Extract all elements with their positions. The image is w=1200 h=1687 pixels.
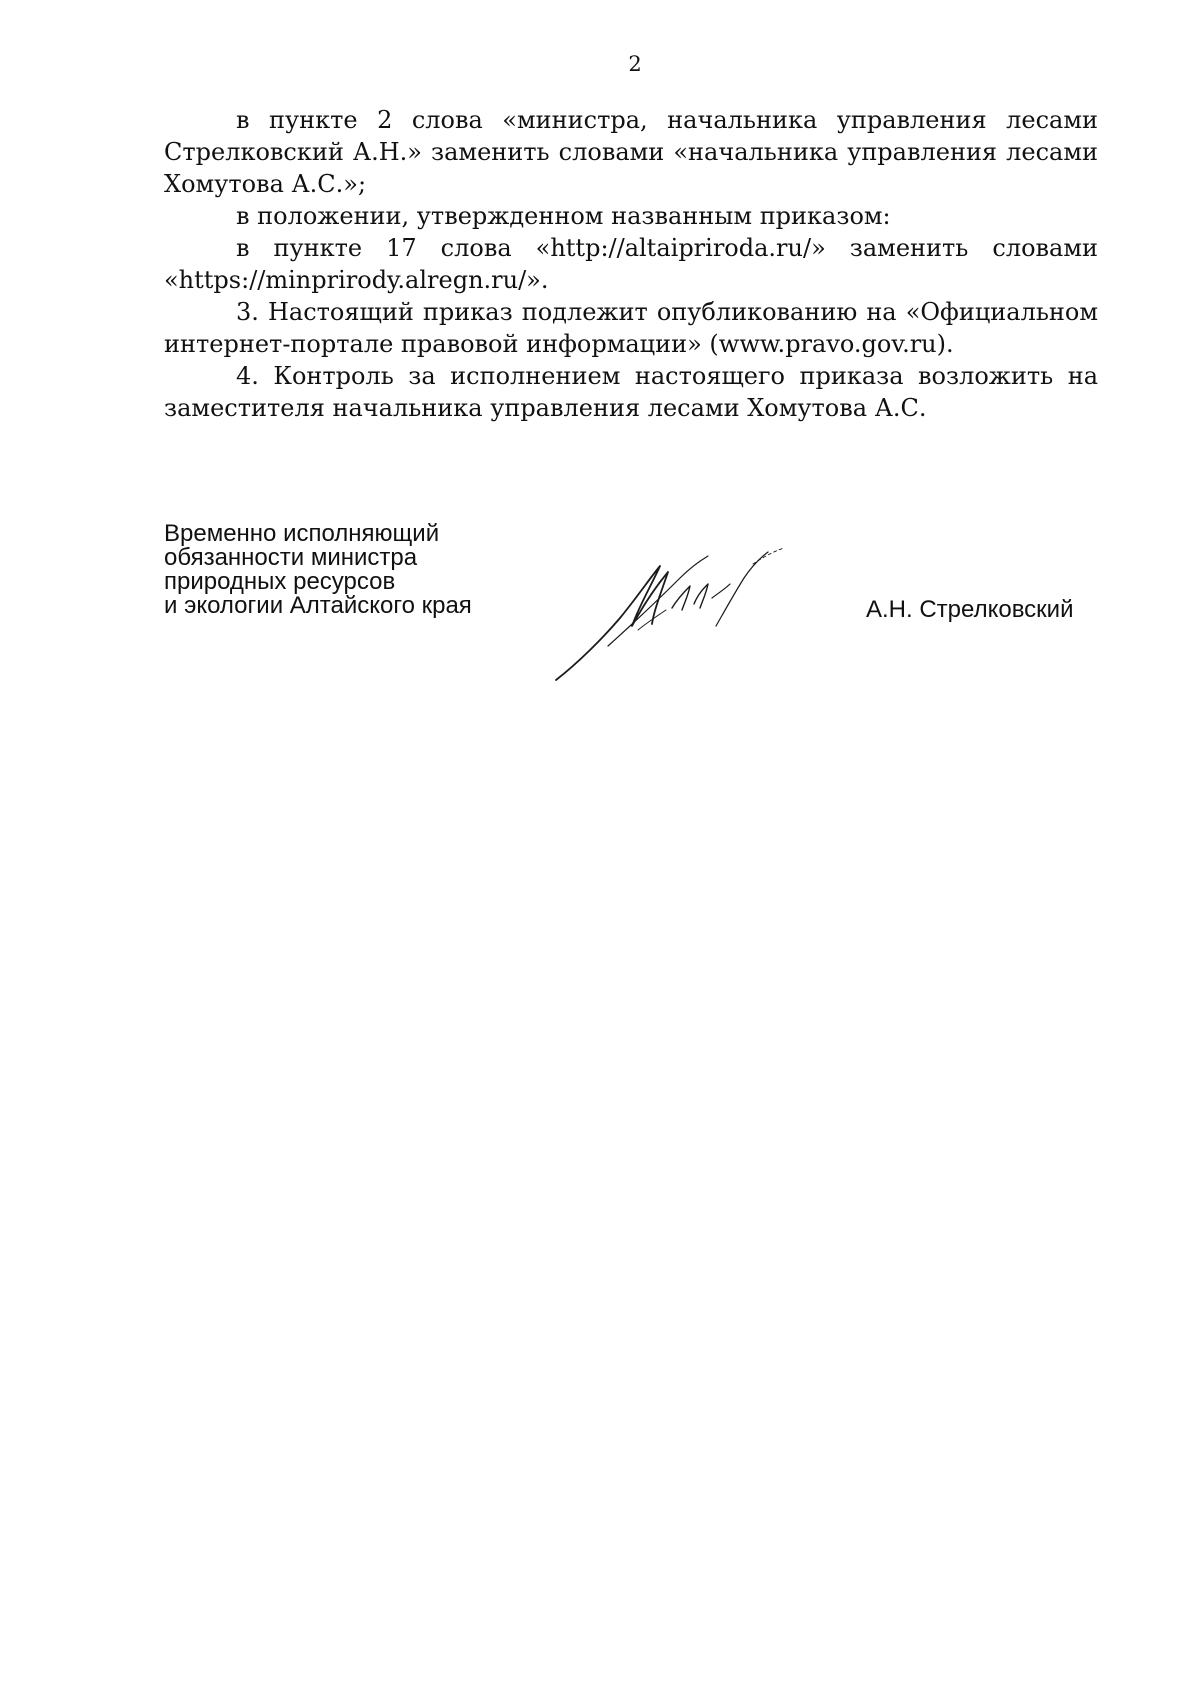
signer-name: А.Н. Стрелковский [866, 596, 1074, 623]
paragraph-item-17-amendment: в пункте 17 слова «http://altaipriroda.ru/» заменить словами «https://minprirody.alregn.ru/». [164, 234, 1098, 294]
document-body [164, 104, 1098, 424]
handwritten-signature [548, 538, 808, 688]
signature-stroke [638, 610, 666, 630]
signature-stroke [712, 552, 768, 626]
signatory-position [164, 522, 472, 618]
paragraph-publication: 3. Настоящий приказ подлежит опубликованию на «Официальном интернет-портале правовой информации» (www.pravo.gov.ru). [164, 298, 1098, 358]
paragraph-regulation-intro: в положении, утвержденном названным приказом: [236, 202, 891, 230]
position-line: обязанности министра [164, 544, 418, 571]
position-line: природных ресурсов [164, 568, 396, 595]
position-line: и экологии Алтайского края [164, 592, 472, 619]
signature-stroke [556, 566, 668, 680]
paragraph-item-2-amendment: в пункте 2 слова «министра, начальника управления лесами Стрелковский А.Н.» заменить словами «начальника управления лесами Хомутова А.С.»; [164, 106, 1098, 198]
paragraph-control: 4. Контроль за исполнением настоящего приказа возложить на заместителя начальника управления лесами Хомутова А.С. [164, 362, 1098, 422]
signature-stroke [672, 584, 708, 610]
page-number: 2 [628, 52, 642, 76]
position-line: Временно исполняющий [164, 520, 440, 547]
